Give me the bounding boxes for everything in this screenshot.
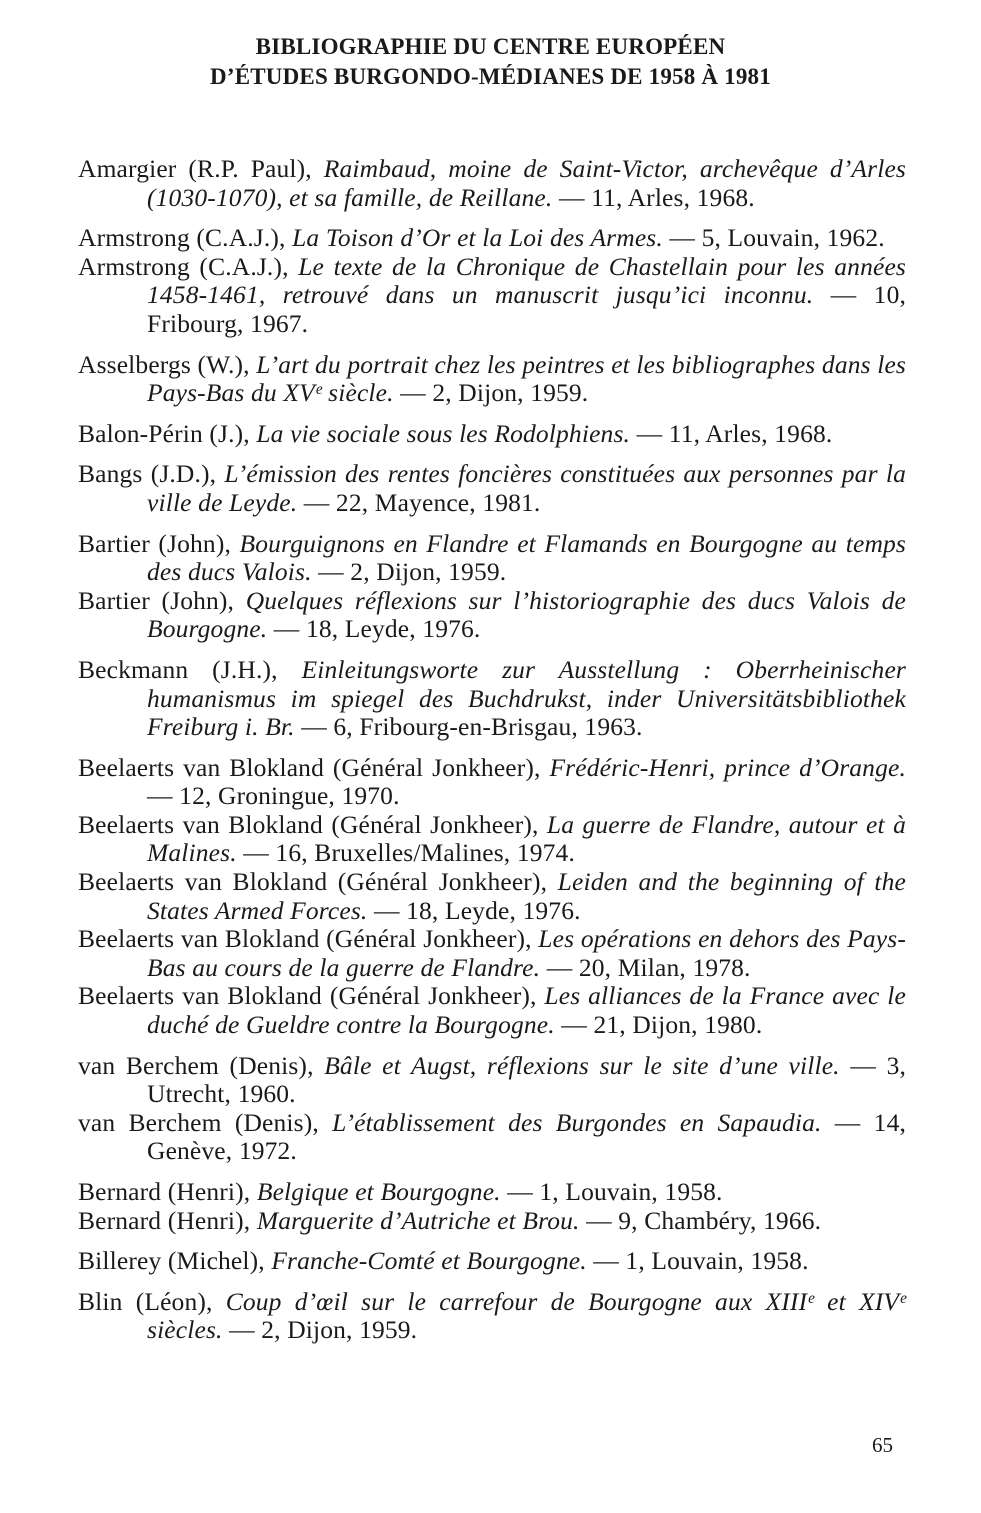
entry-title: Frédéric-Henri, prince d’Orange. [549, 752, 906, 782]
entry-details: — 2, Dijon, 1959. [311, 557, 507, 587]
bibliography-entry [78, 1247, 906, 1276]
entry-group [78, 1178, 906, 1235]
entry-author: Beelaerts van Blokland (Général Jonkheer), [78, 981, 545, 1011]
entry-group [78, 530, 906, 644]
entry-author: van Berchem (Denis), [78, 1050, 325, 1080]
entry-author: van Berchem (Denis), [78, 1107, 333, 1137]
entry-details: — 20, Milan, 1978. [540, 952, 751, 982]
entry-author: Bangs (J.D.), [78, 459, 225, 489]
entry-details: — 22, Mayence, 1981. [297, 487, 541, 517]
bibliography-entry [78, 868, 906, 925]
entry-title: Belgique et Bourgogne. [256, 1177, 501, 1206]
entry-title: Marguerite d’Autriche et Brou. [256, 1205, 580, 1235]
entry-details: — 3, Utrecht, 1960. [147, 1050, 906, 1109]
entry-author: Beelaerts van Blokland (Général Jonkheer), [78, 924, 539, 954]
entry-group [78, 754, 906, 1040]
bibliography-entry [78, 1207, 906, 1236]
entry-author: Beelaerts van Blokland (Général Jonkheer), [78, 809, 547, 839]
entry-title: Franche-Comté et Bourgogne. [271, 1246, 587, 1276]
entry-author: Beelaerts van Blokland (Général Jonkheer), [78, 752, 550, 782]
bibliography-entry [78, 925, 906, 982]
entry-details: — 6, Fribourg-en-Brisgau, 1963. [294, 712, 643, 742]
entry-details: — 18, Leyde, 1976. [267, 614, 481, 644]
entry-title: L’émission des rentes foncières constituées aux personnes par la ville de Leyde. [147, 459, 906, 517]
entry-details: — 9, Chambéry, 1966. [579, 1205, 822, 1235]
entry-title: Le texte de la Chronique de Chastellain pour les années 1458-1461, retrouvé dans un manuscrit jusqu’ici inconnu. [147, 251, 906, 310]
title-line-1: BIBLIOGRAPHIE DU CENTRE EUROPÉEN [255, 34, 726, 59]
entry-details: — 14, Genève, 1972. [147, 1107, 906, 1166]
bibliography-entry [78, 420, 906, 449]
entry-title: Einleitungsworte zur Ausstellung : Oberrheinischer humanismus im spiegel des Buchdrukst, inder Universitätsbibliothek Freiburg i. Br. [147, 654, 906, 742]
entry-group [78, 155, 906, 212]
entry-author: Armstrong (C.A.J.), [78, 251, 299, 281]
bibliography-entry [78, 1178, 906, 1207]
entry-author: Blin (Léon), [78, 1286, 226, 1316]
title-line-2: D’ÉTUDES BURGONDO-MÉDIANES DE 1958 À 1981 [210, 64, 771, 89]
entry-details: — 10, Fribourg, 1967. [147, 280, 906, 338]
entry-details: — 5, Louvain, 1962. [662, 223, 885, 253]
entry-title: La Toison d’Or et la Loi des Armes. [292, 223, 663, 253]
bibliography-entry [78, 587, 906, 644]
entry-details: — 1, Louvain, 1958. [500, 1177, 723, 1206]
entry-author: Balon-Périn (J.), [78, 418, 257, 448]
bibliography-entry [78, 1109, 906, 1166]
entry-title: La guerre de Flandre, autour et à Malines. [147, 809, 906, 868]
entry-group [78, 656, 906, 742]
entry-title: L’établissement des Burgondes en Sapaudia. [332, 1107, 822, 1137]
bibliography-list [78, 155, 906, 1357]
entry-author: Bernard (Henri), [78, 1205, 257, 1235]
entry-group [78, 351, 906, 408]
entry-author: Armstrong (C.A.J.), [78, 223, 293, 253]
entry-author: Asselbergs (W.), [78, 349, 257, 379]
page-number: 65 [872, 1433, 893, 1457]
entry-group [78, 460, 906, 517]
entry-details: — 2, Dijon, 1959. [393, 378, 589, 408]
entry-author: Bartier (John), [78, 528, 240, 558]
entry-details: — 11, Arles, 1968. [630, 418, 833, 448]
entry-details: — 12, Groningue, 1970. [147, 781, 400, 811]
entry-group [78, 224, 906, 338]
entry-title: Coup d’œil sur le carrefour de Bourgogne aux XIIIᵉ et XIVᵉ siècles. [147, 1286, 906, 1345]
entry-title: Les opérations en dehors des Pays-Bas au cours de la guerre de Flandre. [147, 924, 906, 982]
bibliography-entry [78, 811, 906, 868]
entry-group [78, 1247, 906, 1276]
bibliography-entry [78, 460, 906, 517]
entry-group [78, 1052, 906, 1166]
bibliography-entry [78, 982, 906, 1039]
entry-title: La vie sociale sous les Rodolphiens. [256, 418, 631, 448]
entry-author: Beelaerts van Blokland (Général Jonkheer), [78, 867, 558, 897]
entry-details: — 11, Arles, 1968. [552, 182, 755, 212]
page-title [0, 32, 981, 92]
bibliography-entry [78, 656, 906, 742]
entry-details: — 18, Leyde, 1976. [367, 895, 581, 925]
entry-title: Les alliances de la France avec le duché de Gueldre contre la Bourgogne. [147, 981, 906, 1040]
entry-group [78, 420, 906, 449]
bibliography-entry [78, 754, 906, 811]
entry-author: Beckmann (J.H.), [78, 654, 302, 684]
entry-author: Bartier (John), [78, 585, 246, 615]
entry-author: Amargier (R.P. Paul), [78, 154, 324, 183]
bibliography-entry [78, 530, 906, 587]
entry-author: Billerey (Michel), [78, 1246, 272, 1276]
entry-author: Bernard (Henri), [78, 1177, 257, 1206]
entry-details: — 21, Dijon, 1980. [554, 1010, 763, 1040]
entry-title: Bâle et Augst, réflexions sur le site d’une ville. [324, 1050, 840, 1080]
entry-details: — 16, Bruxelles/Malines, 1974. [236, 838, 575, 868]
entry-group [78, 1288, 906, 1345]
bibliography-entry [78, 224, 906, 253]
bibliography-entry [78, 1052, 906, 1109]
bibliography-entry [78, 253, 906, 339]
entry-title: Raimbaud, moine de Saint-Victor, archevêque d’Arles (1030-1070), et sa famille, de Reillane. [147, 154, 906, 212]
entry-title: L’art du portrait chez les peintres et les bibliographes dans les Pays-Bas du XVᵉ siècle. [147, 349, 907, 408]
bibliography-entry [78, 1288, 906, 1345]
entry-title: Leiden and the beginning of the States Armed Forces. [147, 867, 906, 925]
bibliography-entry [78, 351, 906, 408]
entry-details: — 2, Dijon, 1959. [222, 1315, 418, 1345]
entry-title: Quelques réflexions sur l’historiographie des ducs Valois de Bourgogne. [147, 585, 906, 644]
entry-title: Bourguignons en Flandre et Flamands en Bourgogne au temps des ducs Valois. [147, 528, 906, 587]
entry-details: — 1, Louvain, 1958. [586, 1246, 809, 1276]
bibliography-entry [78, 155, 906, 212]
